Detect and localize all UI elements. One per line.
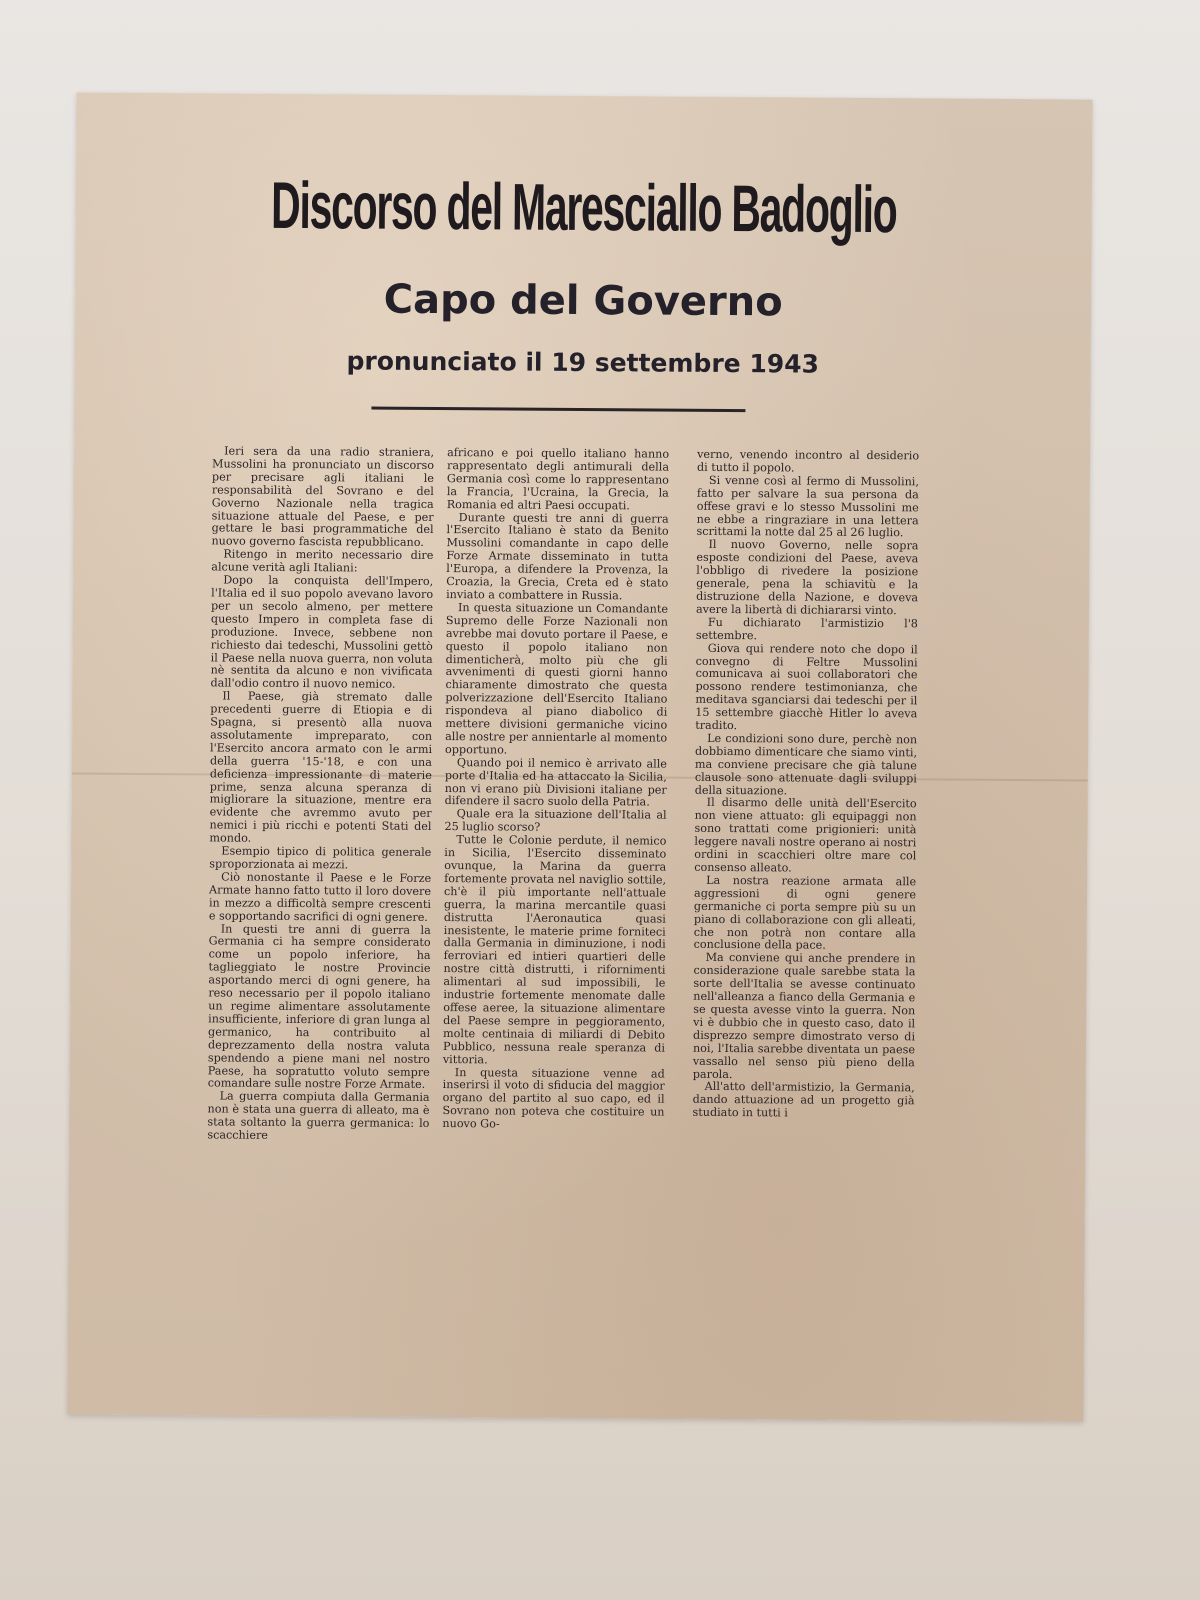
headline: Discorso del Maresciallo Badoglio (270, 167, 897, 247)
date-line: pronunciato il 19 settembre 1943 (346, 346, 820, 379)
paragraph: La guerra compiuta dalla Germania non è stata una guerra di alleato, ma è stata soltanto la guerra germanica: lo scacchiere (207, 1089, 430, 1142)
paragraph: Il nuovo Governo, nelle sopra esposte condizioni del Paese, aveva l'obbligo di rivedere la posizione generale, pena la schiavitù e la distruzione della Nazione, e doveva avere la libertà di dichiararsi vinto. (695, 538, 919, 618)
text-column-2 (442, 447, 669, 1133)
paragraph: All'atto dell'armistizio, la Germania, dando attuazione ad un progetto già studiato in tutti i (692, 1080, 915, 1120)
text-column-3 (692, 449, 919, 1122)
flyer-sheet (67, 92, 1092, 1421)
paragraph: Il disarmo delle unità dell'Esercito non viene attuato: gli equipaggi non sono trattati come prigionieri: unità leggere navali nostre operano ai nostri ordini in scacchieri oltre mare col consenso alleato. (694, 796, 917, 875)
paragraph: In questa situazione venne ad inserirsi il voto di sfiducia del maggior organo del partito al suo capo, ed il Sovrano non poteva che costituire un nuovo Go- (442, 1065, 665, 1131)
paragraph: La nostra reazione armata alle aggressioni di ogni genere germaniche ci porta sempre più su un piano di collaborazione con gli alleati, che non potrà non contare alla conclusione della pace. (693, 873, 917, 953)
paragraph: Dopo la conquista dell'Impero, l'Italia ed il suo popolo avevano lavoro per un secolo almeno, per mettere questo Impero in completa fase di produzione. Invece, sebbene non richiesto dai tedeschi, Mussolini gettò il Paese nella nuova guerra, non voluta nè sentita da alcuno e non vivificata dall'odio contro il nuovo nemico. (210, 573, 434, 692)
paragraph: Ieri sera da una radio straniera, Mussolini ha pronunciato un discorso per precisare agli italiani le responsabilità del Sovrano e del Governo Nazionale nella tragica situazione attuale del Paese, e per gettare le basi programmatiche del nuovo governo fascista repubblicano. (211, 444, 435, 550)
paragraph: verno, venendo incontro al desiderio di tutto il popolo. (696, 447, 920, 475)
paragraph: Ma conviene qui anche prendere in considerazione quale sarebbe stata la sorte dell'Italia se avesse continuato nell'alleanza a fianco della Germania e se questa avesse vinto la guerra. Non vi è dubbio che in questo caso, dato il disprezzo sempre dimostrato verso di noi, l'Italia sarebbe diventata un paese vassallo nel senso più pieno della parola. (692, 951, 916, 1081)
paragraph: africano e poi quello italiano hanno rappresentato degli antimurali della Germania così come lo rappresentano la Francia, l'Ucraina, la Grecia, la Romania ed altri Paesi occupati. (446, 446, 670, 512)
paragraph: Si venne così al fermo di Mussolini, fatto per salvare la sua persona da offese gravi e lo stesso Mussolini me ne ebbe a ringraziare in una lettera scrittami la notte dal 25 al 26 luglio. (696, 473, 919, 540)
paragraph: Giova qui rendere noto che dopo il convegno di Feltre Mussolini comunicava ai suoi collaboratori che possono rendere testimonianza, che meditava sganciarsi dai tedeschi per il 15 settembre giacchè Hitler lo aveva tradito. (695, 641, 918, 733)
paragraph: Ciò nonostante il Paese e le Forze Armate hanno fatto tutto il loro dovere in mezzo a difficoltà sempre crescenti e sopportando sacrifici di ogni genere. (208, 870, 432, 924)
paragraph: In questa situazione un Comandante Supremo delle Forze Nazionali non avrebbe mai dovuto portare il Paese, e questo il popolo italiano non dimenticherà, molto più che gli avvenimenti di questi giorni hanno chiaramente dimostrato che questa polverizzazione dell'Esercito Italiano rispondeva al piano diabolico di mettere divisioni germaniche vicino alle nostre per annientarle al momento opportuno. (445, 601, 669, 757)
title-divider (371, 407, 745, 413)
paragraph: Tutte le Colonie perdute, il nemico in Sicilia, l'Esercito disseminato ovunque, la Marina da guerra fortemente provata nel naviglio sottile, ch'è il più importante nell'attuale guerra, la marina mercantile quasi distrutta l'Aeronautica quasi inesistente, le materie prime forniteci dalla Germania in diminuzione, i nodi ferroviari ed intieri quartieri delle nostre città distrutti, i rifornimenti alimentari al sud impossibili, le industrie fortemente menomate dalle offese aeree, la situazione alimentare del Paese sempre in peggioramento, molte centinaia di miliardi di Debito Pubblico, nessuna reale speranza di vittoria. (442, 833, 667, 1066)
paragraph: Le condizioni sono dure, perchè non dobbiamo dimenticare che siamo vinti, ma conviene precisare che già talune clausole sono attenuate dagli sviluppi della situazione. (694, 731, 918, 798)
paragraph: In questi tre anni di guerra la Germania ci ha sempre considerato come un popolo inferiore, ha taglieggiato le nostre Provincie asportando merci di ogni genere, ha reso necessario per il popolo italiano un regime alimentare assolutamente insufficiente, inferiore di gran lunga al germanico, ha contribuito al deprezzamento della nostra valuta spendendo a piene mani nel nostro Paese, ha sopratutto voluto sempre comandare sulle nostre Forze Armate. (207, 922, 431, 1092)
paragraph: Durante questi tre anni di guerra l'Esercito Italiano è stato da Benito Mussolini comandante in capo delle Forze Armate disseminato in tutta l'Europa, a difendere la Provenza, la Croazia, la Grecia, Creta ed è stato inviato a combattere in Russia. (446, 510, 669, 603)
subtitle: Capo del Governo (383, 276, 783, 326)
paragraph: Quale era la situazione dell'Italia al 25 luglio scorso? (444, 807, 667, 835)
text-column-1 (207, 445, 434, 1143)
paragraph: Fu dichiarato l'armistizio l'8 settembre. (695, 615, 918, 642)
paragraph: Ritengo in merito necessario dire alcune verità agli Italiani: (211, 547, 434, 575)
paragraph: Il Paese, già stremato dalle precedenti guerre di Etiopia e di Spagna, si presentò alla nuova assolutamente impreparato, con l'Esercito ancora armato con le armi della guerra '15-'18, e con una deficienza impressionante di materie prime, senza alcuna speranza di migliorare la situazione, mentre era evidente che avremmo avuto per nemici i più ricchi e potenti Stati del mondo. (209, 689, 433, 845)
paragraph: Esempio tipico di politica generale sproporzionata ai mezzi. (209, 844, 432, 872)
paragraph: Quando poi il nemico è arrivato alle porte d'Italia ed ha attaccato la Sicilia, non vi erano più Divisioni italiane per difendere il sacro suolo della Patria. (444, 755, 667, 809)
